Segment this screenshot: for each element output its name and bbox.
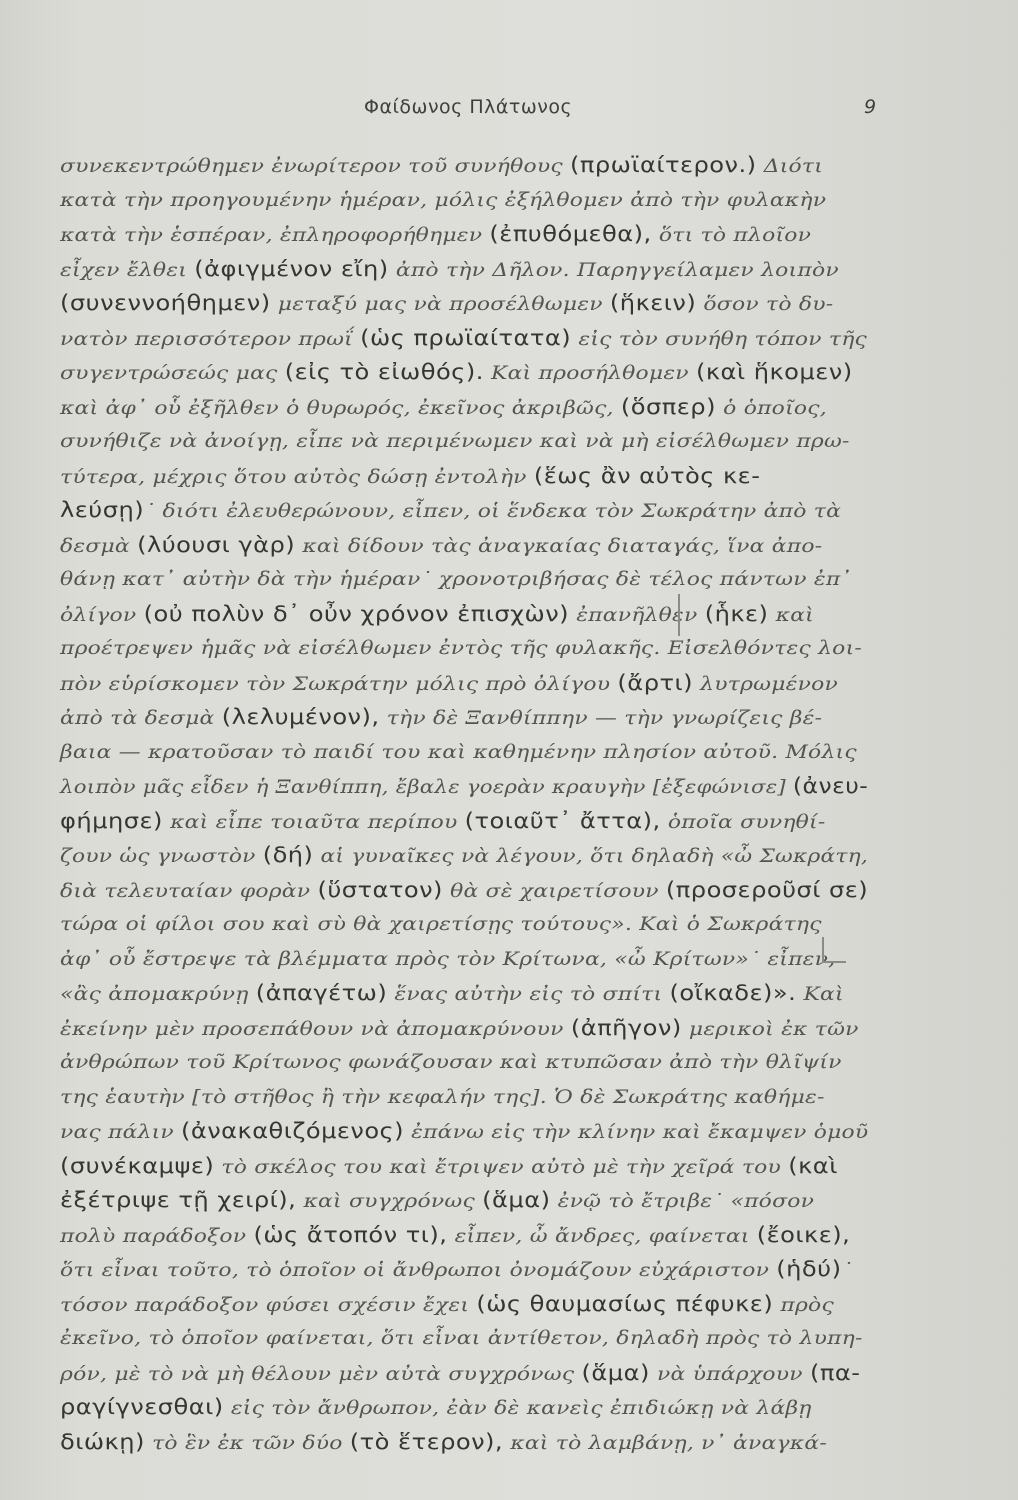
greek-text-run: ἐκείνην μὲν προσεπάθουν νὰ ἀπομακρύνουν	[60, 1017, 571, 1040]
greek-text-run: ἀπὸ τὴν Δῆλον. Παρηγγείλαμεν λοιπὸν	[388, 258, 839, 281]
modern-greek-gloss: ραγίγνεσθαι)	[60, 1395, 224, 1419]
text-line-content	[60, 769, 868, 803]
text-line	[0, 1425, 1018, 1459]
greek-text-run: ἀνθρώπων τοῦ Κρίτωνος φωνάζουσαν καὶ κτυπῶσαν ἀπὸ τὴν θλῖψίν	[60, 1051, 842, 1073]
modern-greek-gloss: (πρωϊαίτερον.)	[570, 153, 757, 177]
greek-text-run: μερικοὶ ἐκ τῶν	[681, 1017, 859, 1040]
text-line	[0, 735, 1018, 769]
text-line-content	[60, 528, 822, 562]
greek-text-run: ὀλίγον	[60, 603, 144, 626]
modern-greek-gloss: φήμησε)	[60, 808, 163, 833]
text-line-content	[60, 321, 867, 355]
text-line-content	[60, 562, 852, 596]
greek-text-run: συνήθιζε νὰ ἀνοίγῃ, εἶπε νὰ περιμένωμεν καὶ νὰ μὴ εἰσέλθωμεν πρω-	[60, 430, 850, 452]
text-line-content	[60, 355, 853, 389]
text-line-content	[60, 459, 760, 493]
modern-greek-gloss: (τὸ ἕτερον),	[349, 1429, 504, 1454]
text-line-content	[60, 183, 826, 217]
modern-greek-gloss: (ἀπαγέτω)	[255, 981, 388, 1005]
text-line	[0, 1045, 1018, 1079]
greek-text-run: θὰ σὲ χαιρετίσουν	[442, 879, 666, 902]
greek-text-run: εἶπεν, ὦ ἄνδρες, φαίνεται	[447, 1224, 757, 1247]
text-line-content	[60, 1080, 825, 1114]
modern-greek-gloss: (προσεροῦσί σε)	[665, 877, 869, 902]
modern-greek-gloss: (ὡς θαυμασίως πέφυκε)	[476, 1291, 774, 1316]
greek-text-run: νατὸν περισσότερον πρωΐ	[60, 327, 361, 350]
text-line	[0, 286, 1018, 320]
page-number: 9	[864, 96, 877, 118]
text-line-content	[60, 1218, 850, 1252]
modern-greek-gloss: (ὅσπερ)	[620, 394, 716, 419]
text-line	[0, 528, 1018, 562]
modern-greek-gloss: (ἔοικε),	[756, 1222, 851, 1247]
greek-text-run: ἐκεῖνο, τὸ ὁποῖον φαίνεται, ὅτι εἶναι ἀντίθετον, δηλαδὴ πρὸς τὸ λυπη-	[60, 1327, 863, 1349]
modern-greek-gloss: (συνεννοήθημεν)	[60, 291, 271, 315]
greek-text-run: ἐνῷ τὸ ἔτριβε˙ «πόσον	[550, 1190, 815, 1212]
greek-text-run: πρὸς	[773, 1293, 834, 1316]
text-line	[0, 838, 1018, 872]
greek-text-run: πὸν εὑρίσκομεν τὸν Σωκράτην μόλις πρὸ ὀλίγου	[60, 672, 618, 695]
greek-text-run: ὁ ὁποῖος,	[715, 396, 827, 419]
text-line	[0, 873, 1018, 907]
greek-text-run: ζουν ὡς γνωστὸν	[60, 845, 263, 867]
modern-greek-gloss: (λελυμένον),	[221, 705, 380, 729]
running-title: Φαίδωνος Πλάτωνος	[364, 96, 573, 118]
text-line-content	[60, 942, 835, 976]
text-line-content	[60, 1011, 859, 1045]
greek-text-run: Διότι	[756, 155, 824, 177]
greek-text-run: βαια — κρατοῦσαν τὸ παιδί του καὶ καθημένην πλησίον αὐτοῦ. Μόλις	[60, 740, 857, 763]
text-line-content	[60, 1045, 842, 1079]
modern-greek-gloss: (ἡδύ)	[776, 1257, 842, 1281]
greek-text-run: ἀφ᾽ οὗ ἔστρεψε τὰ βλέμματα πρὸς τὸν Κρίτωνα, «ὦ Κρίτων»˙ εἶπεν,	[60, 947, 836, 970]
text-line-content	[60, 873, 868, 907]
text-line-content	[60, 1356, 860, 1390]
greek-text-run: καὶ ἀφ᾽ οὗ ἐξῆλθεν ὁ θυρωρός, ἐκεῖνος ἀκριβῶς,	[60, 396, 621, 419]
greek-text-run: εἶχεν ἔλθει	[60, 258, 195, 281]
text-line-content	[60, 493, 841, 527]
greek-text-run: ἐπάνω εἰς τὴν κλίνην καὶ ἔκαμψεν ὁμοῦ	[404, 1121, 869, 1143]
text-line-content	[60, 631, 862, 665]
text-line-content	[60, 1287, 834, 1321]
greek-text-run: ἀπὸ τὰ δεσμὰ	[60, 707, 222, 729]
greek-text-run: θάνῃ κατ᾽ αὐτὴν δὰ τὴν ἡμέραν˙ χρονοτριβήσας δὲ τέλος πάντων ἐπ᾽	[60, 568, 852, 590]
text-line	[0, 562, 1018, 596]
modern-greek-gloss: (καὶ ἥκομεν)	[695, 360, 853, 384]
greek-text-run: ˙ διότι ἐλευθερώνουν, εἶπεν, οἱ ἕνδεκα τὸν Σωκράτην ἀπὸ τὰ	[144, 500, 842, 522]
text-line	[0, 459, 1018, 493]
greek-text-run: «ἂς ἀπομακρύνῃ	[60, 983, 256, 1005]
greek-text-run: τώρα οἱ φίλοι σου καὶ σὺ θὰ χαιρετίσῃς τούτους». Καὶ ὁ Σωκράτης	[60, 913, 822, 935]
text-line-content	[60, 148, 823, 182]
greek-text-run: ὅτι εἶναι τοῦτο, τὸ ὁποῖον οἱ ἄνθρωποι ὀνομάζουν εὐχάριστον	[60, 1259, 777, 1281]
text-line	[0, 1218, 1018, 1252]
greek-text-run: καὶ	[768, 603, 814, 626]
text-line	[0, 804, 1018, 838]
text-line-content	[60, 252, 839, 286]
modern-greek-gloss: (ὕστατον)	[317, 877, 443, 902]
greek-text-run: νὰ ὑπάρχουν	[649, 1362, 810, 1385]
modern-greek-gloss: (δή)	[262, 843, 314, 867]
text-line	[0, 1183, 1018, 1217]
modern-greek-gloss: (ὡς πρωϊαίτατα)	[360, 325, 572, 350]
text-line-content	[60, 976, 844, 1010]
modern-greek-gloss: (ἀνακαθιζόμενος)	[181, 1119, 405, 1143]
greek-text-run: καὶ εἶπε τοιαῦτα περίπου	[162, 810, 465, 833]
greek-text-run: τὴν δὲ Ξανθίππην — τὴν γνωρίζεις βέ-	[379, 707, 823, 729]
text-line-content	[60, 666, 838, 700]
greek-text-run: προέτρεψεν ἡμᾶς νὰ εἰσέλθωμεν ἐντὸς τῆς φυλακῆς. Εἰσελθόντες λοι-	[60, 637, 862, 659]
greek-text-run: εἰς τὸν ἄνθρωπον, ἐὰν δὲ κανεὶς ἐπιδιώκῃ νὰ λάβῃ	[223, 1397, 812, 1419]
greek-text-run: δεσμὰ	[60, 534, 138, 557]
modern-greek-gloss: (ἀνευ-	[792, 774, 869, 798]
text-line-content	[60, 1425, 827, 1459]
greek-text-run: αἱ γυναῖκες νὰ λέγουν, ὅτι δηλαδὴ «ὦ Σωκράτη,	[313, 845, 869, 867]
modern-greek-gloss: (ἄρτι)	[617, 670, 694, 695]
pencil-mark	[678, 594, 682, 636]
text-line	[0, 769, 1018, 803]
text-line-content	[60, 735, 857, 769]
greek-text-run: της ἑαυτὴν [τὸ στῆθος ἢ τὴν κεφαλήν της]. Ὁ δὲ Σωκράτης καθήμε-	[60, 1085, 825, 1108]
text-line	[0, 1011, 1018, 1045]
greek-text-run: ὅσον τὸ δυ-	[696, 293, 834, 315]
text-line	[0, 1080, 1018, 1114]
page-header	[0, 96, 1018, 126]
modern-greek-gloss: (οὐ πολὺν δ᾽ οὖν χρόνον ἐπισχὼν)	[143, 601, 570, 626]
greek-text-run: λοιπὸν μᾶς εἶδεν ἡ Ξανθίππη, ἔβαλε γοερὰν κραυγὴν [ἐξεφώνισε]	[60, 776, 793, 798]
greek-text-run: μεταξύ μας νὰ προσέλθωμεν	[270, 293, 610, 315]
text-line	[0, 597, 1018, 631]
greek-text-run: ὅτι τὸ πλοῖον	[651, 224, 812, 246]
text-line	[0, 148, 1018, 182]
greek-text-run: καὶ δίδουν τὰς ἀναγκαίας διαταγάς, ἵνα ἀπο-	[295, 534, 823, 557]
greek-text-run: νας πάλιν	[60, 1121, 182, 1143]
text-line	[0, 424, 1018, 458]
text-line-content	[60, 1114, 868, 1148]
text-line	[0, 1114, 1018, 1148]
text-line-content	[60, 1183, 814, 1217]
text-line-content	[60, 390, 827, 424]
greek-text-run: ἐπανῆλθεν	[569, 603, 705, 626]
text-line	[0, 1321, 1018, 1355]
greek-text-run: τόσον παράδοξον φύσει σχέσιν ἔχει	[60, 1293, 477, 1316]
modern-greek-gloss: (ἥκειν)	[609, 291, 697, 315]
modern-greek-gloss: (ἐπυθόμεθα),	[489, 222, 652, 246]
text-line	[0, 252, 1018, 286]
modern-greek-gloss: (ἧκε)	[704, 601, 769, 626]
greek-text-run: καὶ τὸ λαμβάνῃ, ν᾽ ἀναγκά-	[503, 1431, 827, 1454]
greek-text-run: Καὶ	[796, 983, 844, 1005]
text-line-content	[60, 1321, 863, 1355]
modern-greek-gloss: (ἅμα)	[482, 1188, 551, 1212]
text-line-content	[60, 700, 822, 734]
text-line	[0, 907, 1018, 941]
text-line	[0, 1252, 1018, 1286]
text-line	[0, 355, 1018, 389]
text-line	[0, 493, 1018, 527]
modern-greek-gloss: ἐξέτριψε τῇ χειρί),	[60, 1188, 297, 1212]
modern-greek-gloss: (συνέκαμψε)	[60, 1153, 215, 1178]
modern-greek-gloss: (ἕως ἂν αὐτὸς κε-	[533, 463, 761, 488]
greek-text-run: κατὰ τὴν ἑσπέραν, ἐπληροφορήθημεν	[60, 224, 490, 246]
modern-greek-gloss: (οἴκαδε)».	[669, 981, 797, 1005]
greek-text-run: διὰ τελευταίαν φορὰν	[60, 879, 318, 902]
text-line-content	[60, 286, 833, 320]
text-line	[0, 321, 1018, 355]
greek-text-run: ὁποῖα συνηθί-	[660, 810, 826, 833]
text-line	[0, 1390, 1018, 1424]
modern-greek-gloss: (πα-	[809, 1360, 861, 1385]
greek-text-run: τὸ ἓν ἐκ τῶν δύο	[144, 1431, 350, 1454]
greek-text-run: λυτρωμένον	[693, 672, 839, 695]
text-line	[0, 183, 1018, 217]
greek-text-run: συγεντρώσεώς μας	[60, 362, 285, 384]
text-line	[0, 390, 1018, 424]
pencil-mark	[822, 937, 846, 963]
text-line	[0, 217, 1018, 251]
text-line	[0, 976, 1018, 1010]
modern-greek-gloss: (καὶ	[788, 1153, 838, 1178]
greek-text-run: καὶ συγχρόνως	[296, 1190, 483, 1212]
text-line	[0, 700, 1018, 734]
modern-greek-gloss: (ἀφιγμένον εἴη)	[194, 256, 389, 281]
text-line-content	[60, 1390, 812, 1424]
modern-greek-gloss: (ὡς ἄτοπόν τι),	[253, 1222, 448, 1247]
text-line	[0, 942, 1018, 976]
greek-text-run: ἕνας αὐτὴν εἰς τὸ σπίτι	[387, 983, 670, 1005]
modern-greek-gloss: (ἀπῆγον)	[570, 1015, 682, 1040]
text-line-content	[60, 804, 825, 838]
greek-text-run: τύτερα, μέχρις ὅτου αὐτὸς δώσῃ ἐντολὴν	[60, 465, 534, 488]
greek-text-run: πολὺ παράδοξον	[60, 1224, 254, 1247]
text-line	[0, 631, 1018, 665]
greek-text-run: κατὰ τὴν προηγουμένην ἡμέραν, μόλις ἐξήλθομεν ἀπὸ τὴν φυλακὴν	[60, 188, 827, 211]
text-line-content	[60, 217, 811, 251]
modern-greek-gloss: (λύουσι γὰρ)	[137, 532, 296, 557]
modern-greek-gloss: (ἅμα)	[581, 1360, 650, 1385]
greek-text-run: συνεκεντρώθημεν ἐνωρίτερον τοῦ συνήθους	[60, 155, 571, 177]
text-line-content	[60, 1252, 853, 1286]
modern-greek-gloss: διώκῃ)	[60, 1429, 145, 1454]
greek-text-run: ρόν, μὲ τὸ νὰ μὴ θέλουν μὲν αὐτὰ συγχρόνως	[60, 1362, 582, 1385]
text-line-content	[60, 424, 850, 458]
modern-greek-gloss: (τοιαῦτ᾽ ἄττα),	[464, 808, 661, 833]
greek-text-run: Καὶ προσήλθομεν	[483, 362, 696, 384]
greek-text-run: τὸ σκέλος του καὶ ἔτριψεν αὐτὸ μὲ τὴν χεῖρά του	[214, 1155, 789, 1178]
text-line-content	[60, 838, 868, 872]
text-line	[0, 666, 1018, 700]
text-line	[0, 1356, 1018, 1390]
text-line-content	[60, 1149, 838, 1183]
greek-text-run: εἰς τὸν συνήθη τόπον τῆς	[571, 327, 868, 350]
modern-greek-gloss: λεύσῃ)	[60, 498, 145, 522]
modern-greek-gloss: (εἰς τὸ εἰωθός).	[284, 360, 484, 384]
text-line-content	[60, 907, 822, 941]
text-line	[0, 1149, 1018, 1183]
text-line	[0, 1287, 1018, 1321]
greek-text-run: ˙	[841, 1259, 853, 1281]
text-line-content	[60, 597, 814, 631]
